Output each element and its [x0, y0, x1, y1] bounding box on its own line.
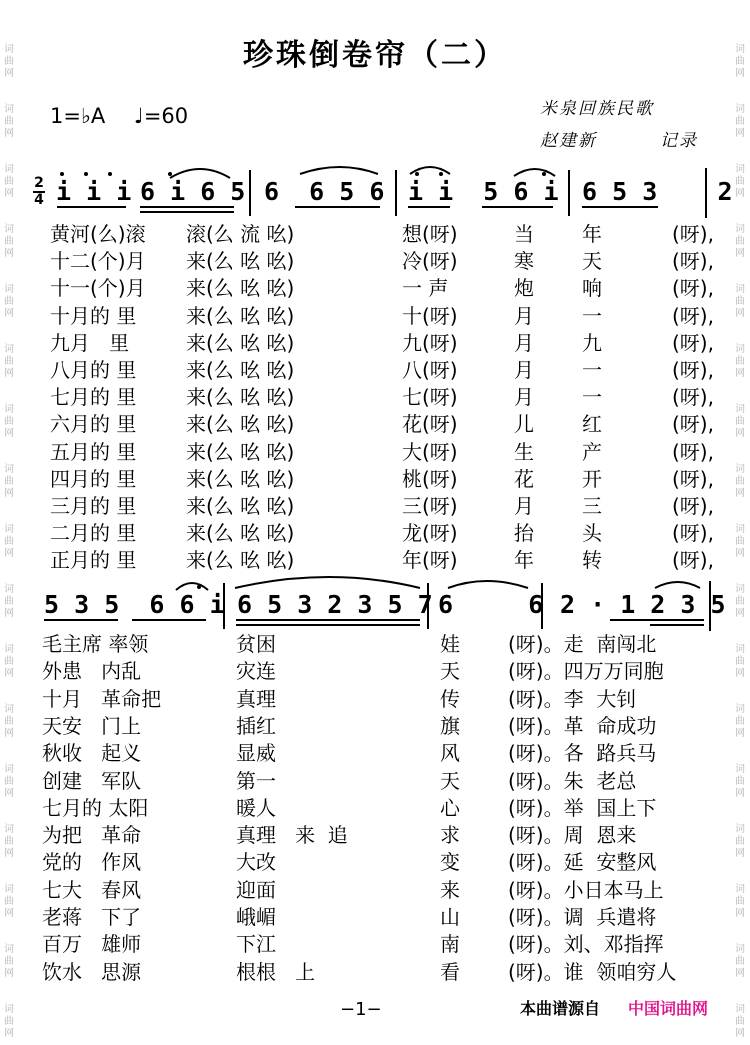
source-label: 本曲谱源自: [520, 999, 601, 1018]
measure-1-5: 6 5 3 2: [582, 177, 733, 206]
lyric-cell: 来(么 吆 吆): [186, 249, 295, 274]
lyric-cell: 创建 军队: [42, 768, 142, 793]
lyric-cell: 产: [582, 439, 602, 464]
lyric-cell: 七月的 里: [50, 385, 137, 410]
lyric-cell: 一: [582, 358, 602, 382]
lyric-cell: 二月的 里: [50, 521, 137, 546]
lyric-cell: 七(呀): [402, 385, 458, 410]
watermark-char: 曲: [735, 236, 745, 247]
watermark-char: 词: [735, 344, 745, 355]
watermark-char: 曲: [4, 416, 14, 427]
lyric-cell: (呀)。朱 老总: [508, 768, 637, 793]
lyric-cell: 来(么 吆 吆): [186, 439, 295, 464]
lyric-cell: 暖人: [236, 795, 276, 820]
lyric-cell: 来(么 吆 吆): [186, 548, 295, 573]
watermark-char: 词: [735, 884, 745, 895]
lyric-cell: 南: [440, 932, 460, 957]
watermark-char: 网: [4, 68, 14, 79]
watermark-char: 网: [4, 1028, 14, 1039]
lyric-cell: 年: [582, 222, 602, 246]
watermark-char: 网: [4, 548, 14, 559]
lyric-cell: 大改: [236, 850, 276, 875]
watermark-char: 网: [4, 308, 14, 319]
watermark-char: 词: [735, 704, 745, 715]
lyric-cell: 天: [440, 659, 460, 684]
lyric-cell: (呀)。各 路兵马: [508, 741, 657, 766]
recorder-name: 赵建新: [540, 131, 597, 151]
lyric-cell: 当: [514, 222, 534, 246]
lyric-cell: (呀),: [672, 276, 714, 301]
watermark-char: 网: [735, 848, 745, 859]
lyric-cell: 十月的 里: [50, 303, 137, 328]
lyric-cell: (呀),: [672, 494, 714, 518]
watermark-char: 曲: [4, 536, 14, 547]
lyric-cell: (呀)。刘、邓指挥: [508, 932, 664, 957]
watermark-char: 网: [735, 128, 745, 139]
watermark-char: 曲: [4, 476, 14, 487]
lyric-cell: 一: [582, 385, 602, 410]
measure-1-2: 6 i 6 5: [140, 177, 246, 206]
watermark-char: 词: [4, 884, 14, 895]
watermark-char: 词: [4, 764, 14, 775]
lyric-cell: 月: [514, 303, 534, 328]
watermark-char: 词: [735, 584, 745, 595]
watermark-char: 网: [4, 668, 14, 679]
watermark-char: 网: [4, 788, 14, 799]
lyric-cell: 头: [582, 521, 602, 546]
lyric-cell: 寒: [514, 249, 534, 274]
watermark-char: 曲: [735, 776, 745, 787]
watermark-char: 词: [735, 944, 745, 955]
lyric-cell: 开: [582, 466, 602, 491]
lyric-cell: 炮: [514, 276, 534, 301]
watermark-char: 词: [735, 824, 745, 835]
lyric-cell: 迎面: [236, 877, 276, 902]
lyric-cell: 风: [440, 741, 460, 766]
watermark-char: 网: [4, 848, 14, 859]
watermark-char: 网: [4, 188, 14, 199]
lyric-cell: 黄河(么)滚: [50, 222, 146, 246]
watermark-char: 曲: [4, 596, 14, 607]
lyric-cell: 旗: [440, 713, 460, 738]
lyric-cell: 三(呀): [402, 494, 458, 518]
lyric-cell: 月: [514, 358, 534, 382]
lyric-cell: 十(呀): [402, 303, 458, 328]
lyric-cell: 月: [514, 330, 534, 355]
lyric-cell: 第一: [236, 768, 276, 793]
lyric-cell: 来(么 吆 吆): [186, 412, 295, 437]
lyric-cell: 变: [440, 850, 460, 875]
lyric-cell: 花: [514, 466, 534, 491]
lyric-cell: 党的 作风: [42, 850, 142, 875]
lyric-cell: (呀)。革 命成功: [508, 713, 657, 738]
watermark-char: 词: [735, 644, 745, 655]
watermark-char: 网: [735, 1028, 745, 1039]
lyric-cell: 冷(呀): [402, 249, 458, 274]
watermark-char: 曲: [735, 296, 745, 307]
origin-credit: 米泉回族民歌: [540, 99, 654, 119]
lyric-cell: 响: [582, 276, 602, 301]
measure-2-3: 6 6: [438, 590, 544, 619]
lyric-cell: 传: [440, 686, 460, 711]
page-number: −1−: [340, 999, 382, 1020]
lyric-cell: 来(么 吆 吆): [186, 303, 295, 328]
watermark-char: 曲: [4, 116, 14, 127]
tempo-note-icon: ♩: [133, 104, 144, 128]
lyric-cell: 三: [582, 494, 602, 518]
lyric-cell: 山: [440, 905, 460, 929]
lyric-cell: 插红: [236, 713, 276, 738]
lyric-cell: 来(么 吆 吆): [186, 330, 295, 355]
watermark-char: 词: [4, 524, 14, 535]
lyric-cell: 贫困: [236, 632, 276, 656]
lyric-cell: 显威: [236, 741, 276, 766]
lyric-cell: (呀)。李 大钊: [508, 686, 637, 711]
lyric-cell: 心: [440, 795, 460, 820]
lyric-cell: 求: [440, 823, 460, 848]
lyric-cell: (呀),: [672, 439, 714, 464]
lyric-cell: (呀),: [672, 412, 714, 437]
watermark-char: 词: [735, 404, 745, 415]
recorder-role: 记录: [660, 131, 698, 151]
watermark-char: 词: [4, 1004, 14, 1015]
measure-2-2: 6 5 3 2 3 5 7: [237, 590, 433, 619]
watermark-char: 曲: [4, 776, 14, 787]
watermark-char: 曲: [4, 896, 14, 907]
watermark-char: 词: [735, 524, 745, 535]
watermark-char: 曲: [4, 956, 14, 967]
watermark-char: 词: [4, 104, 14, 115]
watermark-char: 曲: [735, 356, 745, 367]
lyric-cell: 来(么 吆 吆): [186, 276, 295, 301]
lyric-cell: (呀)。举 国上下: [508, 795, 657, 820]
watermark-char: 曲: [4, 176, 14, 187]
lyric-cell: 来(么 吆 吆): [186, 466, 295, 491]
watermark-char: 曲: [4, 356, 14, 367]
watermark-char: 网: [4, 728, 14, 739]
watermark-char: 网: [735, 968, 745, 979]
tempo-value: =60: [143, 104, 189, 128]
source-site-link[interactable]: 中国词曲网: [628, 999, 709, 1018]
lyric-cell: 抬: [514, 521, 534, 546]
lyric-cell: 十二(个)月: [50, 249, 146, 274]
watermark-char: 词: [4, 644, 14, 655]
measure-2-1: 5 3 5 6 6 i: [44, 590, 225, 619]
lyric-cell: 一: [582, 303, 602, 328]
lyric-cell: 龙(呀): [402, 521, 458, 546]
lyric-cell: (呀),: [672, 303, 714, 328]
watermark-char: 词: [4, 164, 14, 175]
watermark-char: 词: [4, 224, 14, 235]
watermark-char: 词: [735, 764, 745, 775]
watermark-char: 词: [4, 584, 14, 595]
watermark-char: 网: [735, 68, 745, 79]
watermark-char: 网: [735, 188, 745, 199]
watermark-char: 曲: [4, 56, 14, 67]
lyric-cell: 来: [440, 877, 460, 902]
watermark-char: 曲: [735, 656, 745, 667]
lyric-cell: 桃(呀): [402, 466, 458, 491]
lyric-cell: 正月的 里: [50, 548, 137, 573]
watermark-char: 曲: [735, 716, 745, 727]
lyric-cell: 九: [582, 330, 602, 355]
lyric-cell: 七月的 太阳: [42, 795, 149, 820]
watermark-char: 词: [4, 464, 14, 475]
watermark-char: 词: [735, 284, 745, 295]
lyric-cell: 九月 里: [50, 330, 130, 355]
watermark-char: 网: [735, 788, 745, 799]
lyric-cell: 根根 上: [236, 959, 316, 984]
watermark-char: 曲: [735, 596, 745, 607]
lyric-cell: 天安 门上: [42, 713, 142, 738]
watermark-char: 网: [735, 728, 745, 739]
lyric-cell: (呀)。四万万同胞: [508, 659, 664, 684]
lyric-cell: 来(么 吆 吆): [186, 385, 295, 410]
watermark-char: 曲: [4, 296, 14, 307]
watermark-char: 词: [735, 224, 745, 235]
watermark-char: 曲: [4, 836, 14, 847]
watermark-char: 网: [735, 548, 745, 559]
lyric-cell: 想(呀): [402, 222, 458, 246]
time-signature-bottom: 4: [34, 192, 44, 208]
lyric-cell: (呀),: [672, 548, 714, 573]
watermark-char: 词: [735, 44, 745, 55]
lyric-cell: 外患 内乱: [42, 659, 142, 684]
watermark-char: 网: [735, 608, 745, 619]
lyric-cell: (呀)。调 兵遣将: [508, 905, 657, 929]
lyric-cell: 秋收 起义: [42, 741, 142, 766]
lyric-cell: (呀)。走 南闯北: [508, 632, 657, 656]
watermark-char: 曲: [4, 236, 14, 247]
lyric-cell: 百万 雄师: [42, 932, 142, 957]
watermark-char: 曲: [735, 116, 745, 127]
lyric-cell: 五月的 里: [50, 439, 137, 464]
watermark-char: 网: [4, 128, 14, 139]
lyric-cell: 滚(么 流 吆): [186, 222, 295, 246]
lyric-cell: 八月的 里: [50, 358, 137, 382]
measure-1-4: i i 5 6 i: [408, 177, 559, 206]
lyric-cell: 十一(个)月: [50, 276, 146, 301]
lyric-cell: (呀),: [672, 330, 714, 355]
lyric-cell: (呀),: [672, 249, 714, 274]
lyric-cell: 娃: [440, 632, 460, 656]
watermark-char: 曲: [4, 716, 14, 727]
watermark-char: 曲: [4, 656, 14, 667]
lyric-cell: 真理: [236, 686, 276, 711]
lyric-cell: (呀)。小日本马上: [508, 877, 664, 902]
lyric-cell: (呀),: [672, 385, 714, 410]
lyric-cell: 月: [514, 385, 534, 410]
watermark-char: 曲: [735, 536, 745, 547]
lyric-cell: (呀),: [672, 521, 714, 546]
watermark-char: 词: [4, 344, 14, 355]
lyric-cell: 七大 春风: [42, 877, 142, 902]
watermark-char: 曲: [735, 416, 745, 427]
lyric-cell: 看: [440, 959, 460, 984]
lyric-cell: 年: [514, 548, 534, 573]
watermark-char: 网: [4, 368, 14, 379]
lyric-cell: (呀)。谁 领咱穷人: [508, 959, 677, 984]
lyric-cell: 红: [582, 412, 602, 437]
watermark-char: 曲: [735, 896, 745, 907]
lyric-cell: 峨嵋: [236, 905, 276, 929]
watermark-char: 词: [735, 164, 745, 175]
lyric-cell: (呀),: [672, 358, 714, 382]
lyric-cell: 天: [440, 768, 460, 793]
lyric-cell: 年(呀): [402, 548, 458, 573]
watermark-char: 词: [4, 404, 14, 415]
lyric-cell: 转: [582, 548, 602, 573]
lyric-cell: 儿: [514, 412, 534, 437]
lyric-cell: 饮水 思源: [42, 959, 142, 984]
lyric-cell: 花(呀): [402, 412, 458, 437]
watermark-char: 网: [4, 428, 14, 439]
watermark-char: 网: [735, 428, 745, 439]
watermark-char: 词: [735, 104, 745, 115]
lyric-cell: 三月的 里: [50, 494, 137, 518]
watermark-char: 曲: [735, 836, 745, 847]
lyric-cell: 天: [582, 249, 602, 274]
song-title: 珍珠倒卷帘（二）: [243, 38, 507, 73]
watermark-char: 网: [735, 908, 745, 919]
lyric-cell: 老蒋 下了: [42, 905, 142, 929]
watermark-char: 网: [735, 668, 745, 679]
lyric-cell: 十月 革命把: [42, 686, 162, 711]
lyric-cell: 真理 来 追: [236, 823, 348, 848]
lyric-cell: 九(呀): [402, 330, 458, 355]
watermark-char: 网: [735, 488, 745, 499]
lyric-cell: 月: [514, 494, 534, 518]
watermark-char: 网: [4, 908, 14, 919]
lyric-cell: 毛主席 率领: [42, 632, 149, 656]
measure-1-1: i i i: [56, 177, 132, 206]
lyric-cell: (呀)。延 安整风: [508, 850, 657, 875]
measure-1-3: 6 6 5 6: [264, 177, 385, 206]
watermark-char: 网: [735, 368, 745, 379]
watermark-char: 曲: [735, 176, 745, 187]
watermark-char: 词: [4, 284, 14, 295]
lyric-cell: 来(么 吆 吆): [186, 494, 295, 518]
watermark-char: 曲: [735, 476, 745, 487]
lyric-cell: (呀),: [672, 466, 714, 491]
watermark-char: 词: [4, 824, 14, 835]
watermark-char: 网: [4, 488, 14, 499]
watermark-char: 词: [4, 944, 14, 955]
lyric-cell: 下江: [236, 932, 276, 957]
watermark-char: 网: [4, 248, 14, 259]
watermark-char: 词: [4, 704, 14, 715]
lyric-cell: 来(么 吆 吆): [186, 358, 295, 382]
watermark-char: 网: [735, 308, 745, 319]
lyric-cell: 灾连: [236, 659, 276, 684]
measure-2-4: 2 · 1 2 3 5: [560, 590, 726, 619]
watermark-char: 网: [4, 608, 14, 619]
watermark-char: 网: [4, 968, 14, 979]
watermark-char: 曲: [735, 56, 745, 67]
watermark-char: 词: [4, 44, 14, 55]
lyric-cell: (呀),: [672, 222, 714, 246]
lyric-cell: 一 声: [402, 276, 449, 301]
lyric-cell: 四月的 里: [50, 466, 137, 491]
lyric-cell: 为把 革命: [42, 823, 142, 848]
lyric-cell: 来(么 吆 吆): [186, 521, 295, 546]
lyric-cell: (呀)。周 恩来: [508, 823, 637, 848]
lyric-cell: 生: [514, 439, 534, 464]
lyric-cell: 八(呀): [402, 358, 458, 382]
watermark-char: 词: [735, 464, 745, 475]
watermark-char: 网: [735, 248, 745, 259]
lyric-cell: 大(呀): [402, 439, 458, 464]
watermark-char: 曲: [735, 956, 745, 967]
key-value: 1=♭A: [50, 104, 106, 128]
watermark-char: 曲: [4, 1016, 14, 1027]
lyric-cell: 六月的 里: [50, 412, 137, 437]
watermark-char: 曲: [735, 1016, 745, 1027]
time-signature-top: 2: [34, 175, 44, 191]
watermark-char: 词: [735, 1004, 745, 1015]
